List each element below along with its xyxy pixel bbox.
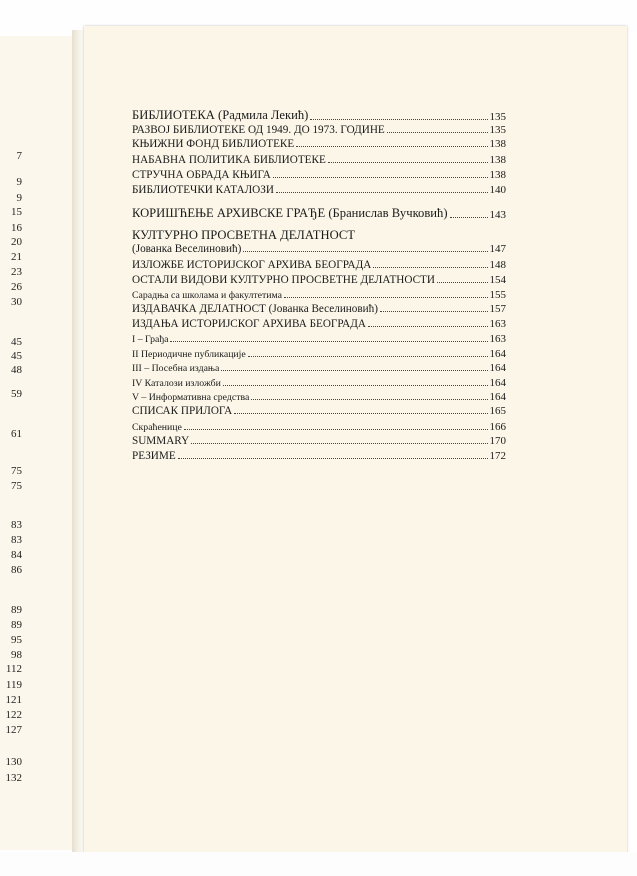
left-page-number: 45 [11,350,22,362]
toc-entry-title: I – Грађа [132,334,169,345]
toc-entry [132,154,506,166]
toc-entry [132,435,506,447]
left-page-number: 83 [11,534,22,546]
toc-entry-page: 172 [489,450,506,462]
left-page-number: 119 [5,679,22,691]
toc-leader-dots [310,119,487,120]
left-page-number: 16 [11,222,22,234]
toc-leader-dots [251,399,487,400]
toc-entry [132,206,506,221]
left-page-number: 75 [11,480,22,492]
toc-leader-dots [373,267,487,268]
toc-leader-dots [296,146,487,147]
left-page-number: 83 [11,519,22,531]
left-page-number: 9 [16,192,22,204]
toc-entry-page: 163 [489,318,506,330]
toc-entry-page: 135 [489,111,506,123]
toc-entry [132,124,506,136]
toc-entry-title: ИЗДАЊА ИСТОРИЈСКОГ АРХИВА БЕОГРАДА [132,318,366,330]
left-page-number: 132 [5,772,22,784]
toc-entry-page: 138 [489,169,506,181]
left-page-number: 112 [5,663,22,675]
toc-entry [132,450,506,462]
toc-leader-dots [328,162,488,163]
left-page-number: 89 [11,604,22,616]
toc-leader-dots [284,297,487,298]
left-page-number: 127 [5,724,22,736]
left-page-number: 45 [11,336,22,348]
toc-leader-dots [380,311,488,312]
left-page-number: 30 [11,296,22,308]
toc-entry [132,333,506,345]
toc-entry-page: 138 [489,138,506,150]
toc-leader-dots [243,251,487,252]
toc-leader-dots [221,370,487,371]
left-page-number: 21 [11,251,22,263]
toc-entry [132,259,506,271]
toc-entry-title: КОРИШЋЕЊЕ АРХИВСКЕ ГРАЂЕ (Бранислав Вучковић) [132,206,448,220]
toc-leader-dots [450,217,488,218]
toc-entry-page: 140 [489,184,506,196]
toc-entry [132,274,506,286]
toc-leader-dots [387,132,488,133]
toc-entry-title: НАБАВНА ПОЛИТИКА БИБЛИОТЕКЕ [132,154,326,166]
toc-entry [132,184,506,196]
toc-entry [132,318,506,330]
left-page-number: 122 [5,709,22,721]
toc-entry-title: ИЗДАВАЧКА ДЕЛАТНОСТ (Јованка Веселиновић) [132,303,378,315]
toc-entry-page: 164 [489,377,506,389]
toc-entry [132,377,506,389]
toc-entry-title: РЕЗИМЕ [132,450,176,462]
toc-leader-dots [368,326,488,327]
toc-entry-title: II Периодичне публикације [132,349,246,360]
toc-leader-dots [184,429,488,430]
toc-entry-page: 157 [489,303,506,315]
toc-entry [132,108,506,123]
toc-leader-dots [248,356,488,357]
toc-entry-page: 166 [489,421,506,433]
toc-entry-title: СТРУЧНА ОБРАДА КЊИГА [132,169,271,181]
toc-leader-dots [178,458,488,459]
toc-leader-dots [191,443,487,444]
left-page-number: 95 [11,634,22,646]
toc-leader-dots [437,282,488,283]
left-page-number: 89 [11,619,22,631]
toc-entry-page: 147 [489,243,506,255]
toc-entry [132,289,506,301]
toc-entry-page: 135 [489,124,506,136]
toc-entry-title: СПИСАК ПРИЛОГА [132,405,233,417]
toc-leader-dots [273,177,488,178]
toc-entry-title: SUMMARY [132,435,190,447]
toc-entry-title: РАЗВОЈ БИБЛИОТЕКЕ ОД 1949. ДО 1973. ГОДИНЕ [132,124,385,136]
left-page-number: 26 [11,281,22,293]
toc-section-heading: КУЛТУРНО ПРОСВЕТНА ДЕЛАТНОСТ [132,228,355,242]
toc-entry [132,362,506,374]
toc-entry-title: IV Каталози изложби [132,378,221,389]
toc-entry [132,421,506,433]
left-page-number: 59 [11,388,22,400]
toc-entry-title: V – Информативна средства [132,392,250,403]
toc-entry-title: БИБЛИОТЕЧКИ КАТАЛОЗИ [132,184,274,196]
toc-entry-title: КЊИЖНИ ФОНД БИБЛИОТЕКЕ [132,138,295,150]
left-page-number: 121 [5,694,22,706]
toc-entry [132,138,506,150]
toc-leader-dots [223,385,488,386]
toc-entry-page: 164 [489,391,506,403]
left-page-number: 75 [11,465,22,477]
toc-entry-page: 154 [489,274,506,286]
scan-bottom-margin [0,852,637,876]
left-page-number: 9 [16,176,22,188]
toc-entry-page: 155 [489,289,506,301]
left-page-number: 15 [11,206,22,218]
toc-entry [132,169,506,181]
toc-entry-page: 164 [489,362,506,374]
toc-entry-title: (Јованка Веселиновић) [132,243,242,255]
toc-entry-title: Скраћенице [132,422,182,433]
left-page-number: 20 [11,236,22,248]
left-page-number: 84 [11,549,22,561]
toc-entry-title: III – Посебна издања [132,363,220,374]
left-page-number: 98 [11,649,22,661]
toc-entry [132,348,506,360]
toc-entry-page: 164 [489,348,506,360]
toc-entry-page: 165 [489,405,506,417]
toc-entry-title: Сарадња са школама и факултетима [132,290,283,301]
left-page-number: 130 [5,756,22,768]
toc-leader-dots [234,413,487,414]
left-page-number: 7 [16,150,22,162]
toc-entry-title: БИБЛИОТЕКА (Радмила Лекић) [132,108,309,122]
left-page-number: 86 [11,564,22,576]
left-page-number: 48 [11,364,22,376]
toc-entry-page: 143 [489,209,506,221]
toc-leader-dots [170,341,487,342]
left-page-number: 23 [11,266,22,278]
toc-entry-page: 138 [489,154,506,166]
toc-entry-page: 170 [489,435,506,447]
toc-entry-page: 148 [489,259,506,271]
left-page-number: 61 [11,428,22,440]
toc-entry-page: 163 [489,333,506,345]
toc-entry-title: ОСТАЛИ ВИДОВИ КУЛТУРНО ПРОСВЕТНЕ ДЕЛАТНОСТИ [132,274,435,286]
toc-entry [132,243,506,255]
toc-entry-title: ИЗЛОЖБЕ ИСТОРИЈСКОГ АРХИВА БЕОГРАДА [132,259,372,271]
toc-entry [132,405,506,417]
toc-entry [132,391,506,403]
toc-entry [132,303,506,315]
toc-leader-dots [276,192,488,193]
